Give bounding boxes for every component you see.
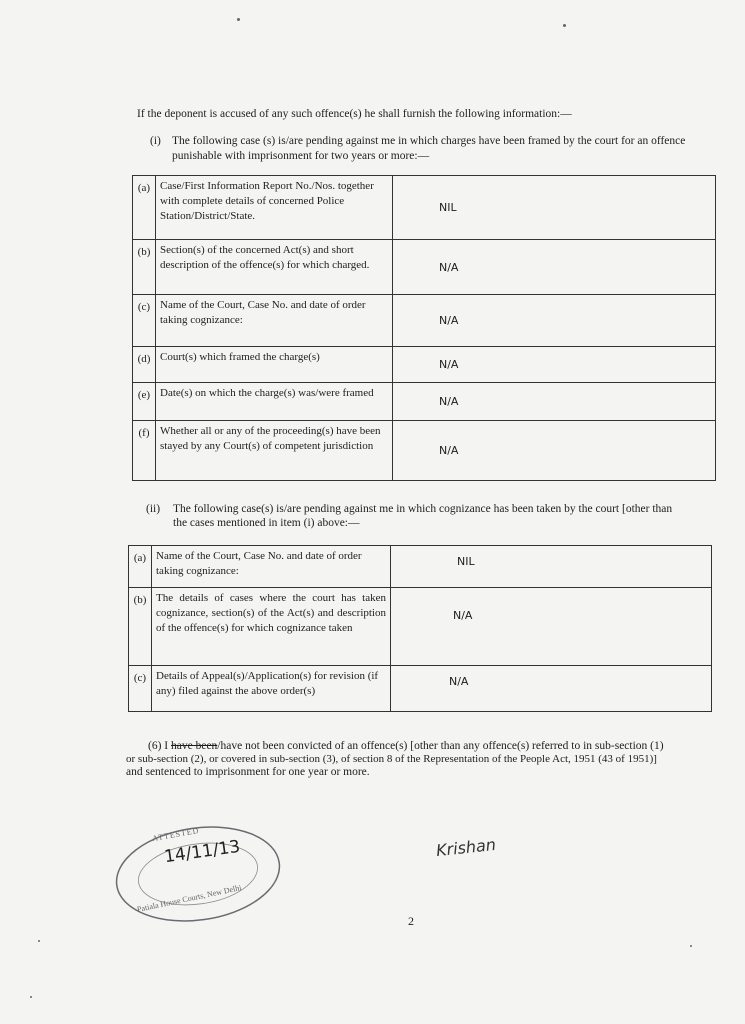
section-ii-number: (ii) — [146, 503, 161, 515]
clause-6 — [126, 740, 726, 779]
table-row — [133, 421, 716, 481]
row-answer: N/A — [391, 588, 712, 666]
section-i-line2: punishable with imprisonment for two years or more:— — [172, 150, 430, 162]
row-label: (c) — [133, 295, 156, 347]
row-description: Details of Appeal(s)/Application(s) for revision (if any) filed against the above order(s) — [152, 666, 391, 712]
scan-speck — [690, 945, 692, 947]
row-description: Whether all or any of the proceeding(s) have been stayed by any Court(s) of competent jurisdiction — [156, 421, 393, 481]
row-label: (f) — [133, 421, 156, 481]
row-answer: NIL — [391, 546, 712, 588]
row-answer: N/A — [393, 383, 716, 421]
row-label: (b) — [129, 588, 152, 666]
page-number: 2 — [408, 914, 414, 928]
row-label: (d) — [133, 347, 156, 383]
row-label: (e) — [133, 383, 156, 421]
table-row — [133, 383, 716, 421]
table-row — [133, 176, 716, 240]
section-i-table — [132, 175, 716, 481]
row-description: Date(s) on which the charge(s) was/were framed — [156, 383, 393, 421]
scan-speck — [30, 996, 32, 998]
clause-6-line3: and sentenced to imprisonment for one year or more. — [126, 766, 370, 778]
row-label: (c) — [129, 666, 152, 712]
row-description: The details of cases where the court has taken cognizance, section(s) of the Act(s) and description of the offence(s) for which cognizance taken — [152, 588, 391, 666]
table-row — [133, 347, 716, 383]
row-answer: N/A — [393, 240, 716, 295]
section-ii-line1: The following case(s) is/are pending against me in which cognizance has been taken by the court [other than — [173, 503, 673, 515]
table-row — [133, 295, 716, 347]
row-answer: NIL — [393, 176, 716, 240]
clause-6-struck-text: have been — [171, 740, 218, 752]
row-label: (b) — [133, 240, 156, 295]
stamp-bottom-text: Patiala House Courts, New Delhi — [136, 883, 243, 914]
scan-speck — [237, 18, 240, 21]
row-answer: N/A — [393, 295, 716, 347]
deponent-signature: Krishan — [435, 834, 497, 861]
row-answer: N/A — [393, 421, 716, 481]
row-description: Name of the Court, Case No. and date of order taking cognizance: — [156, 295, 393, 347]
row-description: Case/First Information Report No./Nos. together with complete details of concerned Police Station/District/State. — [156, 176, 393, 240]
section-ii-line2: the cases mentioned in item (i) above:— — [173, 517, 360, 529]
row-description: Name of the Court, Case No. and date of order taking cognizance: — [152, 546, 391, 588]
table-row — [129, 546, 712, 588]
scan-speck — [563, 24, 566, 27]
scan-speck — [38, 940, 40, 942]
section-i-line1: The following case (s) is/are pending against me in which charges have been framed by the court for an offence — [172, 135, 686, 147]
row-label: (a) — [129, 546, 152, 588]
intro-text: If the deponent is accused of any such offence(s) he shall furnish the following information:— — [137, 108, 572, 120]
row-description: Section(s) of the concerned Act(s) and short description of the offence(s) for which charged. — [156, 240, 393, 295]
clause-6-line1 — [126, 740, 726, 753]
row-description: Court(s) which framed the charge(s) — [156, 347, 393, 383]
row-answer: N/A — [393, 347, 716, 383]
section-i-number: (i) — [150, 135, 161, 147]
clause-6-rest: /have not been convicted of an offence(s) [other than any offence(s) referred to in sub-section (1) — [217, 740, 664, 752]
table-row — [129, 588, 712, 666]
row-label: (a) — [133, 176, 156, 240]
row-answer: N/A — [391, 666, 712, 712]
clause-6-line2: or sub-section (2), or covered in sub-section (3), of section 8 of the Representation of the People Act, 1951 (43 of 1951)] — [126, 753, 657, 765]
section-ii-table — [128, 545, 712, 712]
table-row — [133, 240, 716, 295]
stamp-date: 14/11/13 — [162, 836, 242, 868]
clause-6-prefix: (6) I — [148, 740, 171, 752]
stamp-top-text: ATTESTED — [151, 825, 200, 844]
attestation-stamp — [112, 822, 284, 926]
table-row — [129, 666, 712, 712]
